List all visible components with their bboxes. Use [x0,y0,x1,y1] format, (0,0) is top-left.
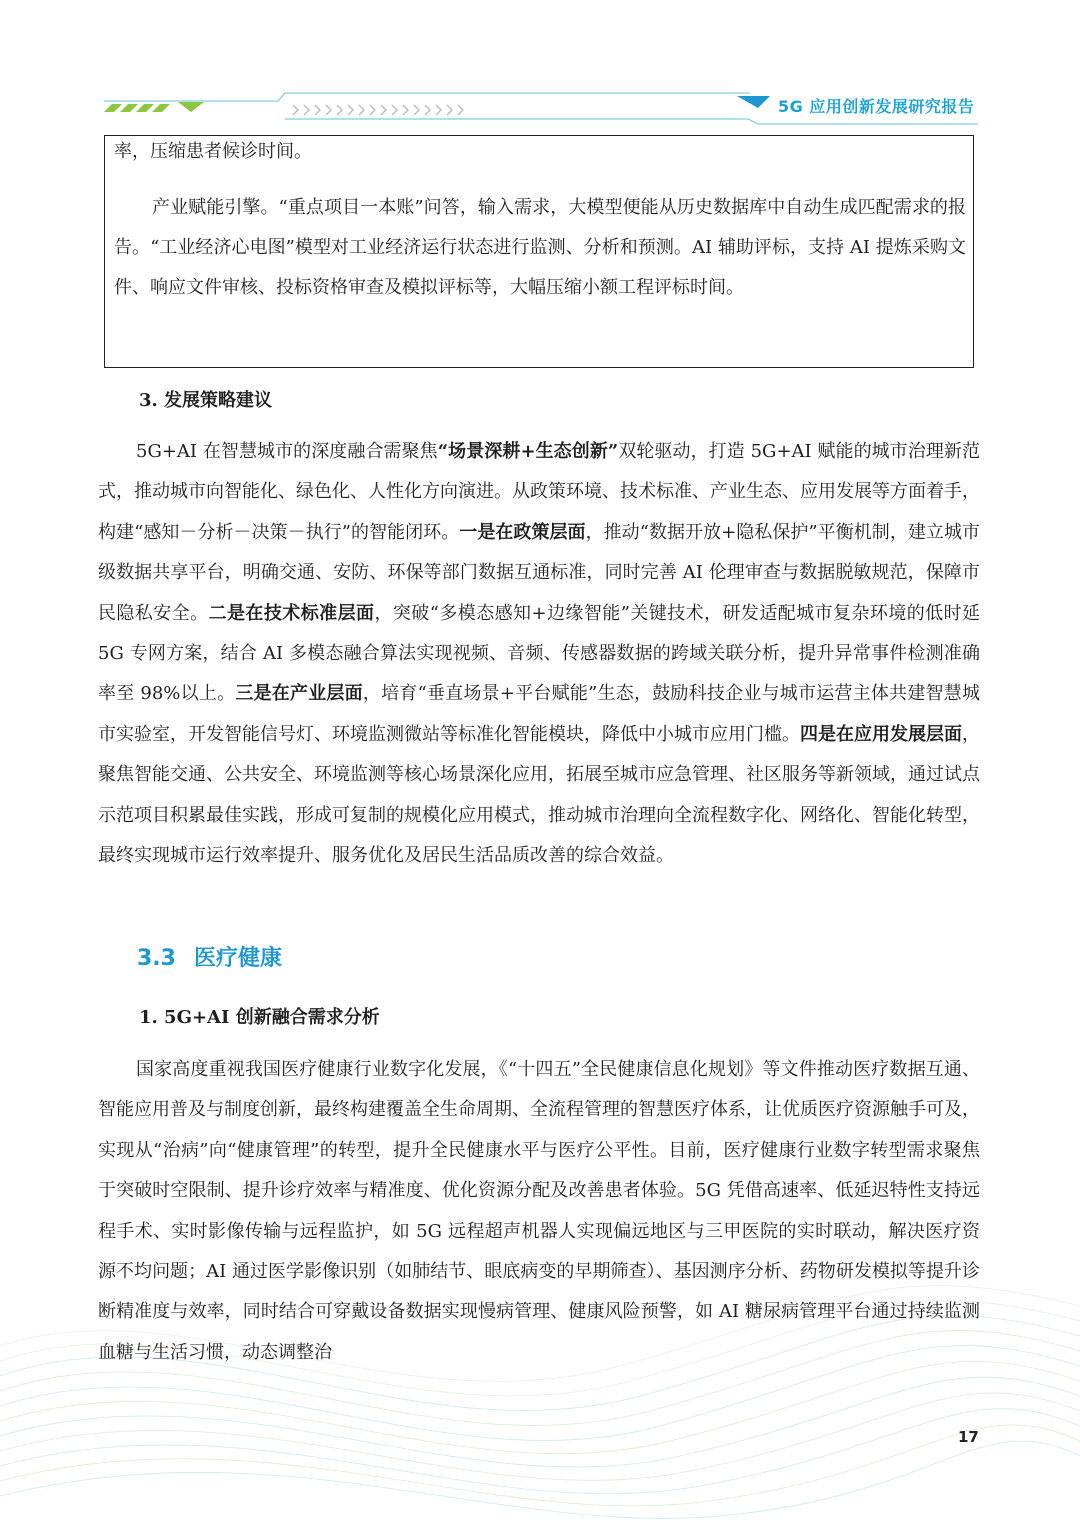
text-run: ，聚焦智能交通、公共安全、环境监测等核心场景深化应用，拓展至城市应急管理、社区服务等新领域，通过试点示范项目积累最佳实践，形成可复制的规模化应用模式，推动城市治理向全流程数字化、网络化、智能化转型，最终实现城市运行效率提升、服务优化及居民生活品质改善的综合效益。 [98,723,980,867]
green-stripes-icon [104,104,170,112]
page-header [0,0,1080,130]
section-name: 医疗健康 [193,946,282,971]
case-box [104,135,974,368]
chevron-row-icon [293,105,463,115]
section-title [137,941,282,972]
text-run: ，突破“多模态感知+边缘智能”关键技术，研发适配城市复杂环境的低时延 5G 专网方案，结合 AI 多模态融合算法实现视频、音频、传感器数据的跨域关联分析，提升异常事件检测准确率至 98%以上。 [98,602,981,705]
blue-triangle-icon [737,96,770,108]
emphasis-text: 一是在政策层面 [459,521,586,543]
emphasis-text: “场景深耕+生态创新” [437,441,619,462]
green-triangle-icon [178,102,204,112]
strategy-paragraph [98,432,980,876]
text-run: 5G+AI 在智慧城市的深度融合需聚焦 [136,441,438,462]
demand-heading: 1. 5G+AI 创新融合需求分析 [139,1007,380,1028]
box-paragraph: 率，压缩患者候诊时间。 [114,141,312,162]
header-line [104,93,750,101]
section-number: 3.3 [137,946,176,971]
emphasis-text: 四是在应用发展层面 [800,723,962,745]
emphasis-text: 三是在产业层面 [235,683,363,705]
text-run: ，培育“垂直场景+平台赋能”生态，鼓励科技企业与城市运营主体共建智慧城市实验室，开发智能信号灯、环境监测微站等标准化智能模块，降低中小城市应用门槛。 [98,683,981,745]
box-paragraph: 产业赋能引擎。“重点项目一本账”问答，输入需求，大模型便能从历史数据库中自动生成匹配需求的报告。“工业经济心电图”模型对工业经济运行状态进行监测、分析和预测。AI 辅助评标，支持 AI 提炼采购文件、响应文件审核、投标资格审查及模拟评标等，大幅压缩小额工程评标时间。 [114,197,966,298]
strategy-heading: 3. 发展策略建议 [139,390,273,411]
page-number: 17 [958,1428,979,1446]
text-run: 双轮驱动，打造 5G+AI 赋能的城市治理新范式，推动城市向智能化、绿色化、人性化方向演进。从政策环境、技术标准、产业生态、应用发展等方面着手，构建“感知－分析－决策－执行”的智能闭环。 [98,441,980,543]
report-title: 5G 应用创新发展研究报告 [778,97,975,116]
emphasis-text: 二是在技术标准层面 [208,602,375,624]
demand-paragraph: 国家高度重视我国医疗健康行业数字化发展，《“十四五”全民健康信息化规划》等文件推动医疗数据互通、智能应用普及与制度创新，最终构建覆盖全生命周期、全流程管理的智慧医疗体系，让优质医疗资源触手可及，实现从“治病”向“健康管理”的转型，提升全民健康水平与医疗公平性。目前，医疗健康行业数字转型需求聚焦于突破时空限制、提升诊疗效率与精准度、优化资源分配及改善患者体验。5G 凭借高速率、低延迟特性支持远程手术、实时影像传输与远程监护，如 5G 远程超声机器人实现偏远地区与三甲医院的实时联动，解决医疗资源不均问题；AI 通过医学影像识别（如肺结节、眼底病变的早期筛查）、基因测序分析、药物研发模拟等提升诊断精准度与效率，同时结合可穿戴设备数据实现慢病管理、健康风险预警，如 AI 糖尿病管理平台通过持续监测血糖与生活习惯，动态调整治 [98,1059,980,1363]
text-run: ，推动“数据开放+隐私保护”平衡机制，建立城市级数据共享平台，明确交通、安防、环保等部门数据互通标准，同时完善 AI 伦理审查与数据脱敏规范，保障市民隐私安全。 [98,521,981,624]
